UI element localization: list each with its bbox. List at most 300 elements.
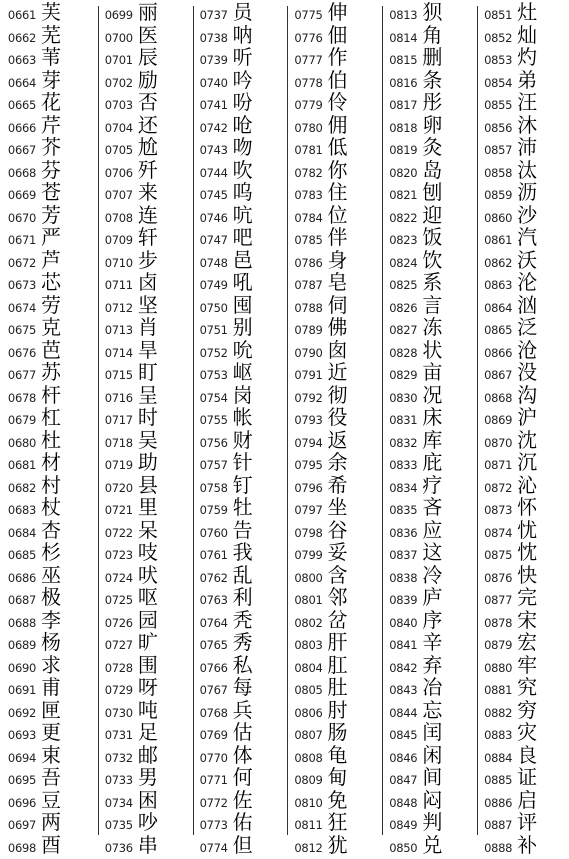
entry-code: 0809: [284, 769, 322, 792]
entry-code: 0774: [190, 837, 228, 859]
entry-character: 亩: [422, 361, 442, 384]
entry-code: 0811: [284, 814, 322, 837]
entry-code: 0698: [0, 837, 36, 859]
entry-character: 灸: [422, 136, 442, 159]
entry-character: 忘: [422, 699, 442, 722]
entry-character: 吩: [233, 91, 253, 114]
entry-code: 0776: [284, 27, 322, 50]
table-entry: [379, 271, 474, 294]
entry-code: 0671: [0, 229, 36, 252]
table-column-1: [0, 0, 95, 849]
table-entry: [474, 226, 569, 249]
entry-code: 0857: [474, 139, 512, 162]
entry-character: 估: [233, 721, 253, 744]
table-entry: [95, 789, 190, 812]
entry-code: 0699: [95, 4, 133, 27]
entry-code: 0813: [379, 4, 417, 27]
table-entry: [95, 586, 190, 609]
entry-character: 沐: [517, 114, 537, 137]
table-entry: [379, 519, 474, 542]
table-entry: [190, 316, 285, 339]
table-entry: [0, 136, 95, 159]
table-entry: [95, 204, 190, 227]
table-entry: [95, 541, 190, 564]
table-entry: [379, 699, 474, 722]
entry-character: 助: [138, 451, 158, 474]
entry-character: 免: [327, 789, 347, 812]
entry-character: 李: [41, 609, 61, 632]
table-entry: [190, 541, 285, 564]
table-entry: [190, 226, 285, 249]
entry-code: 0848: [379, 792, 417, 815]
entry-code: 0715: [95, 364, 133, 387]
table-entry: [474, 766, 569, 789]
table-entry: [0, 159, 95, 182]
entry-code: 0866: [474, 342, 512, 365]
entry-character: 旱: [138, 339, 158, 362]
table-entry: [0, 46, 95, 69]
entry-code: 0691: [0, 679, 36, 702]
entry-code: 0760: [190, 522, 228, 545]
entry-character: 尬: [138, 136, 158, 159]
table-entry: [0, 181, 95, 204]
table-entry: [379, 429, 474, 452]
table-entry: [190, 699, 285, 722]
entry-code: 0843: [379, 679, 417, 702]
entry-code: 0835: [379, 499, 417, 522]
table-entry: [284, 181, 379, 204]
table-entry: [190, 721, 285, 744]
entry-character: 吾: [41, 766, 61, 789]
entry-character: 泛: [517, 316, 537, 339]
table-entry: [95, 339, 190, 362]
entry-code: 0798: [284, 522, 322, 545]
entry-character: 役: [327, 406, 347, 429]
entry-code: 0712: [95, 297, 133, 320]
table-entry: [284, 294, 379, 317]
entry-code: 0669: [0, 184, 36, 207]
entry-code: 0790: [284, 342, 322, 365]
entry-code: 0771: [190, 769, 228, 792]
table-column-6: [474, 0, 569, 849]
table-entry: [95, 316, 190, 339]
entry-code: 0745: [190, 184, 228, 207]
entry-code: 0828: [379, 342, 417, 365]
table-entry: [190, 114, 285, 137]
table-entry: [0, 451, 95, 474]
table-entry: [474, 699, 569, 722]
entry-code: 0665: [0, 94, 36, 117]
table-entry: [0, 406, 95, 429]
entry-character: 芙: [41, 1, 61, 24]
entry-character: 男: [138, 766, 158, 789]
entry-code: 0823: [379, 229, 417, 252]
entry-character: 低: [327, 136, 347, 159]
entry-character: 佣: [327, 114, 347, 137]
entry-code: 0865: [474, 319, 512, 342]
table-entry: [379, 406, 474, 429]
table-entry: [190, 811, 285, 834]
entry-code: 0884: [474, 747, 512, 770]
entry-character: 吧: [233, 226, 253, 249]
entry-character: 旷: [138, 631, 158, 654]
entry-character: 每: [233, 676, 253, 699]
entry-code: 0834: [379, 477, 417, 500]
entry-code: 0754: [190, 387, 228, 410]
table-entry: [284, 631, 379, 654]
table-entry: [474, 676, 569, 699]
table-entry: [190, 766, 285, 789]
entry-code: 0820: [379, 162, 417, 185]
entry-code: 0730: [95, 702, 133, 725]
table-entry: [190, 159, 285, 182]
table-entry: [0, 541, 95, 564]
entry-character: 这: [422, 541, 442, 564]
entry-character: 快: [517, 564, 537, 587]
table-entry: [0, 91, 95, 114]
entry-code: 0840: [379, 612, 417, 635]
entry-code: 0801: [284, 589, 322, 612]
entry-character: 穷: [517, 699, 537, 722]
entry-code: 0757: [190, 454, 228, 477]
table-entry: [284, 114, 379, 137]
table-entry: [474, 834, 569, 857]
entry-code: 0684: [0, 522, 36, 545]
entry-character: 豆: [41, 789, 61, 812]
entry-code: 0661: [0, 4, 36, 27]
entry-code: 0741: [190, 94, 228, 117]
entry-character: 村: [41, 474, 61, 497]
table-entry: [0, 721, 95, 744]
entry-character: 吮: [233, 339, 253, 362]
entry-character: 困: [138, 789, 158, 812]
entry-character: 芽: [41, 69, 61, 92]
entry-character: 伯: [327, 69, 347, 92]
table-entry: [284, 766, 379, 789]
entry-character: 县: [138, 474, 158, 497]
entry-code: 0854: [474, 72, 512, 95]
entry-code: 0711: [95, 274, 133, 297]
entry-character: 园: [138, 609, 158, 632]
entry-character: 秀: [233, 631, 253, 654]
table-entry: [474, 609, 569, 632]
entry-code: 0876: [474, 567, 512, 590]
table-entry: [190, 586, 285, 609]
entry-code: 0705: [95, 139, 133, 162]
entry-code: 0877: [474, 589, 512, 612]
entry-character: 皂: [327, 271, 347, 294]
entry-code: 0697: [0, 814, 36, 837]
table-entry: [95, 69, 190, 92]
entry-character: 岗: [233, 384, 253, 407]
entry-character: 牡: [233, 496, 253, 519]
table-entry: [474, 294, 569, 317]
entry-character: 乱: [233, 564, 253, 587]
entry-code: 0787: [284, 274, 322, 297]
table-entry: [379, 631, 474, 654]
entry-code: 0846: [379, 747, 417, 770]
table-entry: [0, 631, 95, 654]
table-entry: [379, 766, 474, 789]
entry-code: 0850: [379, 837, 417, 859]
table-entry: [190, 91, 285, 114]
entry-character: 沧: [517, 339, 537, 362]
table-entry: [95, 24, 190, 47]
table-entry: [474, 384, 569, 407]
entry-character: 完: [517, 586, 537, 609]
table-entry: [284, 316, 379, 339]
entry-code: 0766: [190, 657, 228, 680]
entry-character: 串: [138, 834, 158, 857]
table-entry: [95, 519, 190, 542]
entry-code: 0704: [95, 117, 133, 140]
entry-code: 0696: [0, 792, 36, 815]
entry-character: 床: [422, 406, 442, 429]
entry-code: 0762: [190, 567, 228, 590]
table-entry: [0, 699, 95, 722]
entry-code: 0755: [190, 409, 228, 432]
table-entry: [474, 204, 569, 227]
entry-character: 求: [41, 654, 61, 677]
table-entry: [474, 1, 569, 24]
entry-code: 0775: [284, 4, 322, 27]
table-entry: [474, 181, 569, 204]
entry-character: 巫: [41, 564, 61, 587]
entry-character: 克: [41, 316, 61, 339]
table-entry: [95, 406, 190, 429]
entry-character: 沦: [517, 271, 537, 294]
entry-character: 吴: [138, 429, 158, 452]
entry-code: 0864: [474, 297, 512, 320]
table-entry: [95, 631, 190, 654]
table-entry: [379, 361, 474, 384]
table-entry: [284, 451, 379, 474]
entry-code: 0743: [190, 139, 228, 162]
entry-character: 近: [327, 361, 347, 384]
entry-character: 犹: [327, 834, 347, 857]
entry-character: 伺: [327, 294, 347, 317]
table-entry: [379, 474, 474, 497]
table-entry: [379, 114, 474, 137]
entry-code: 0765: [190, 634, 228, 657]
entry-character: 兵: [233, 699, 253, 722]
table-entry: [0, 114, 95, 137]
entry-character: 听: [233, 46, 253, 69]
entry-code: 0735: [95, 814, 133, 837]
entry-character: 肘: [327, 699, 347, 722]
entry-code: 0685: [0, 544, 36, 567]
entry-code: 0819: [379, 139, 417, 162]
entry-character: 冷: [422, 564, 442, 587]
entry-character: 轩: [138, 226, 158, 249]
entry-code: 0789: [284, 319, 322, 342]
entry-code: 0804: [284, 657, 322, 680]
table-entry: [474, 474, 569, 497]
entry-code: 0717: [95, 409, 133, 432]
entry-code: 0851: [474, 4, 512, 27]
entry-character: 囱: [327, 339, 347, 362]
entry-code: 0825: [379, 274, 417, 297]
entry-code: 0749: [190, 274, 228, 297]
table-entry: [95, 1, 190, 24]
entry-character: 谷: [327, 519, 347, 542]
entry-code: 0700: [95, 27, 133, 50]
entry-character: 肠: [327, 721, 347, 744]
entry-character: 丽: [138, 1, 158, 24]
entry-code: 0666: [0, 117, 36, 140]
table-entry: [284, 474, 379, 497]
table-entry: [379, 204, 474, 227]
entry-character: 身: [327, 249, 347, 272]
entry-code: 0886: [474, 792, 512, 815]
entry-character: 弃: [422, 654, 442, 677]
entry-character: 帐: [233, 406, 253, 429]
entry-character: 利: [233, 586, 253, 609]
table-entry: [95, 384, 190, 407]
table-entry: [0, 294, 95, 317]
entry-code: 0759: [190, 499, 228, 522]
entry-character: 灼: [517, 46, 537, 69]
table-entry: [474, 429, 569, 452]
entry-code: 0736: [95, 837, 133, 859]
entry-character: 芬: [41, 159, 61, 182]
table-entry: [95, 294, 190, 317]
entry-code: 0871: [474, 454, 512, 477]
entry-code: 0689: [0, 634, 36, 657]
entry-character: 我: [233, 541, 253, 564]
entry-character: 束: [41, 744, 61, 767]
entry-code: 0803: [284, 634, 322, 657]
entry-code: 0882: [474, 702, 512, 725]
entry-character: 步: [138, 249, 158, 272]
table-entry: [190, 834, 285, 857]
entry-character: 宋: [517, 609, 537, 632]
entry-code: 0703: [95, 94, 133, 117]
table-entry: [284, 249, 379, 272]
entry-character: 弟: [517, 69, 537, 92]
entry-code: 0662: [0, 27, 36, 50]
entry-character: 甫: [41, 676, 61, 699]
entry-code: 0794: [284, 432, 322, 455]
entry-code: 0859: [474, 184, 512, 207]
entry-code: 0668: [0, 162, 36, 185]
entry-code: 0786: [284, 252, 322, 275]
table-entry: [284, 429, 379, 452]
table-entry: [0, 271, 95, 294]
table-entry: [474, 451, 569, 474]
entry-character: 杏: [41, 519, 61, 542]
entry-code: 0793: [284, 409, 322, 432]
entry-character: 评: [517, 811, 537, 834]
table-entry: [474, 496, 569, 519]
table-entry: [190, 609, 285, 632]
entry-character: 芜: [41, 24, 61, 47]
table-entry: [379, 69, 474, 92]
table-entry: [379, 541, 474, 564]
entry-character: 坚: [138, 294, 158, 317]
table-entry: [95, 451, 190, 474]
entry-code: 0816: [379, 72, 417, 95]
entry-code: 0842: [379, 657, 417, 680]
entry-character: 牢: [517, 654, 537, 677]
table-entry: [0, 24, 95, 47]
table-entry: [95, 429, 190, 452]
entry-character: 饭: [422, 226, 442, 249]
entry-character: 疗: [422, 474, 442, 497]
entry-character: 余: [327, 451, 347, 474]
table-entry: [284, 271, 379, 294]
entry-code: 0805: [284, 679, 322, 702]
table-entry: [284, 384, 379, 407]
entry-character: 劳: [41, 294, 61, 317]
entry-character: 位: [327, 204, 347, 227]
entry-code: 0821: [379, 184, 417, 207]
table-entry: [474, 361, 569, 384]
entry-character: 序: [422, 609, 442, 632]
entry-code: 0663: [0, 49, 36, 72]
entry-character: 盯: [138, 361, 158, 384]
table-entry: [474, 519, 569, 542]
entry-code: 0690: [0, 657, 36, 680]
table-entry: [95, 834, 190, 857]
entry-code: 0710: [95, 252, 133, 275]
entry-character: 吭: [233, 204, 253, 227]
entry-character: 吱: [138, 541, 158, 564]
table-entry: [95, 46, 190, 69]
entry-code: 0810: [284, 792, 322, 815]
entry-character: 吨: [138, 699, 158, 722]
table-entry: [190, 564, 285, 587]
entry-code: 0679: [0, 409, 36, 432]
entry-code: 0814: [379, 27, 417, 50]
table-column-4: [284, 0, 379, 849]
entry-character: 冻: [422, 316, 442, 339]
entry-character: 条: [422, 69, 442, 92]
entry-character: 甸: [327, 766, 347, 789]
entry-character: 体: [233, 744, 253, 767]
table-entry: [284, 136, 379, 159]
entry-code: 0807: [284, 724, 322, 747]
table-entry: [190, 181, 285, 204]
entry-code: 0748: [190, 252, 228, 275]
entry-character: 邻: [327, 586, 347, 609]
entry-code: 0714: [95, 342, 133, 365]
entry-character: 庇: [422, 451, 442, 474]
entry-character: 补: [517, 834, 537, 857]
table-entry: [379, 811, 474, 834]
entry-code: 0740: [190, 72, 228, 95]
table-entry: [190, 204, 285, 227]
table-entry: [190, 676, 285, 699]
table-entry: [0, 519, 95, 542]
entry-code: 0722: [95, 522, 133, 545]
entry-code: 0815: [379, 49, 417, 72]
entry-code: 0713: [95, 319, 133, 342]
table-entry: [95, 564, 190, 587]
table-entry: [95, 474, 190, 497]
entry-code: 0778: [284, 72, 322, 95]
entry-code: 0837: [379, 544, 417, 567]
entry-character: 佛: [327, 316, 347, 339]
table-entry: [474, 69, 569, 92]
entry-character: 佃: [327, 24, 347, 47]
table-entry: [95, 744, 190, 767]
table-entry: [95, 114, 190, 137]
entry-code: 0688: [0, 612, 36, 635]
table-entry: [284, 676, 379, 699]
table-entry: [284, 46, 379, 69]
entry-character: 沙: [517, 204, 537, 227]
